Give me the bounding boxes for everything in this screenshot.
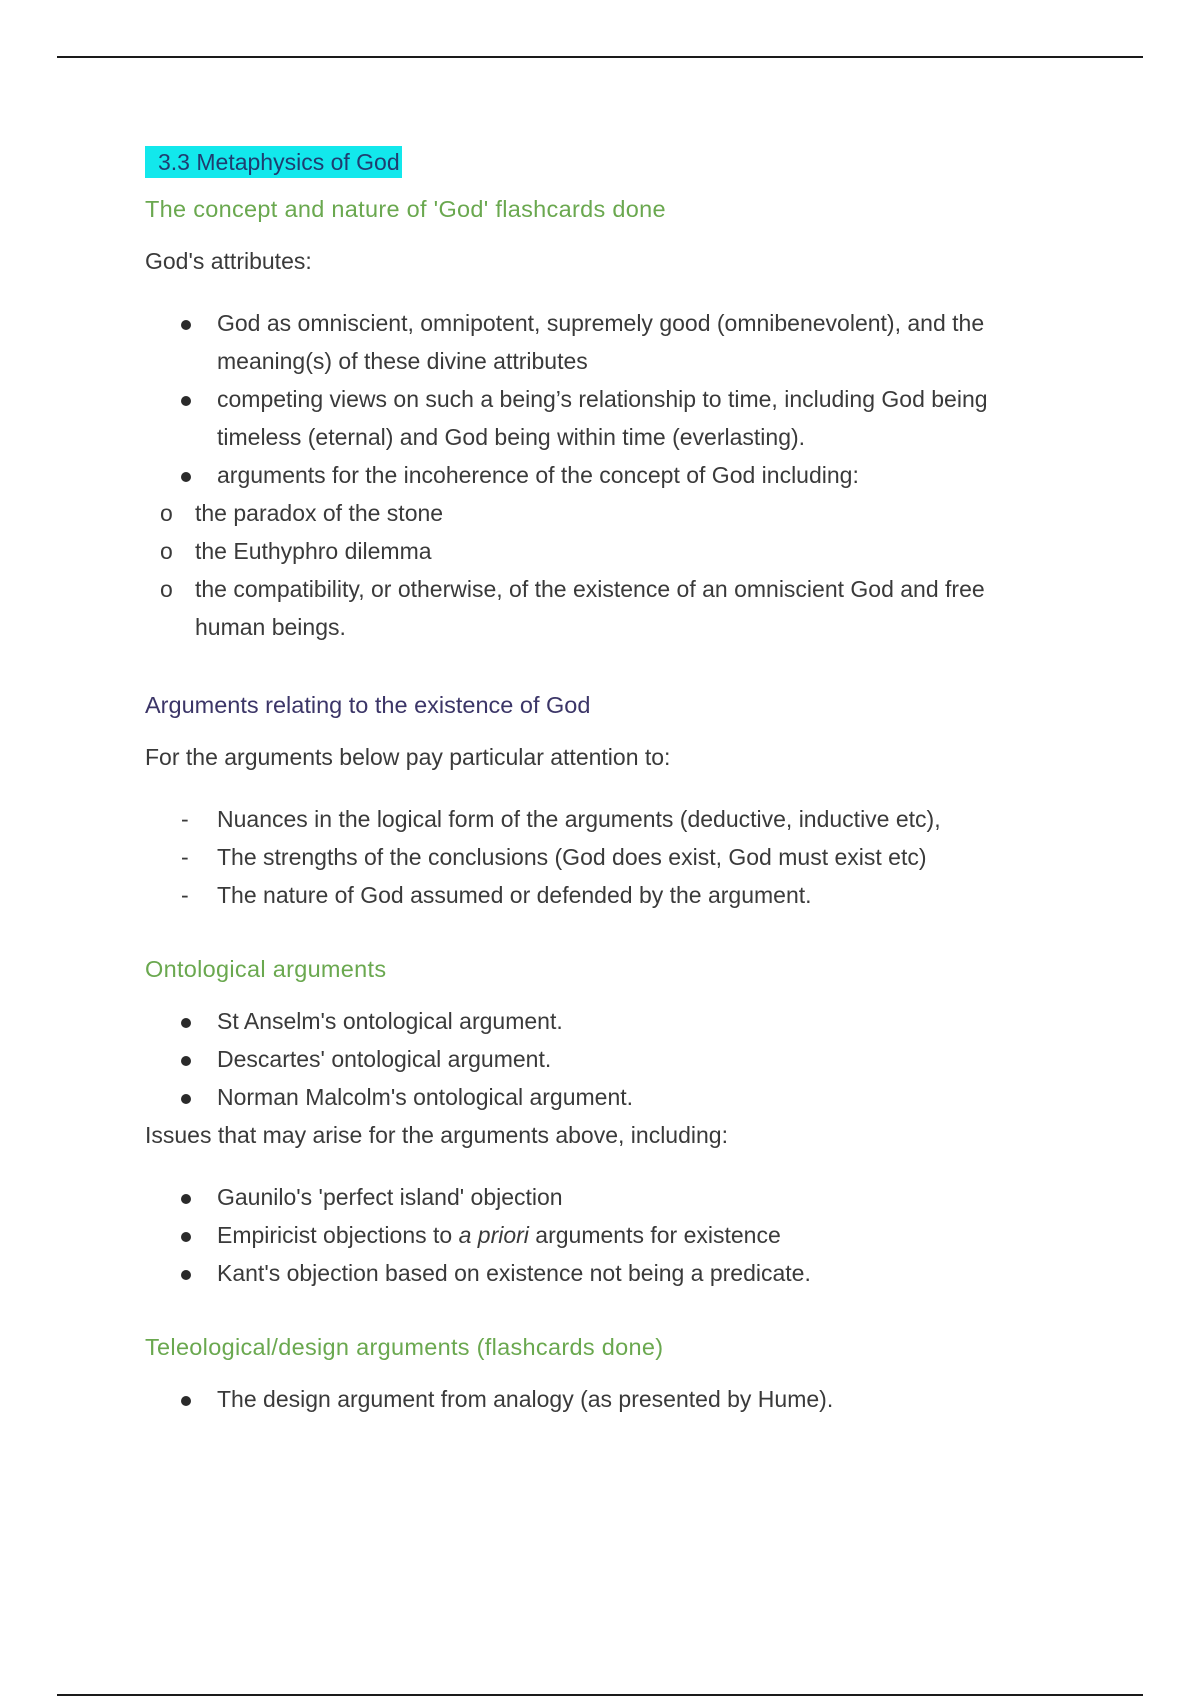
bullet-icon [181, 1094, 191, 1104]
list-item: meaning(s) of these divine attributes [217, 348, 588, 374]
sub-list-item: the Euthyphro dilemma [195, 538, 432, 564]
top-rule [57, 56, 1143, 58]
sub-list-item: the compatibility, or otherwise, of the existence of an omniscient God and free [195, 576, 985, 602]
a-priori-emphasis: a priori [458, 1222, 529, 1248]
list-item: Norman Malcolm's ontological argument. [217, 1084, 634, 1110]
concept-intro: God's attributes: [145, 248, 312, 274]
list-item: St Anselm's ontological argument. [217, 1008, 563, 1034]
existence-heading: Arguments relating to the existence of God [145, 692, 591, 718]
dash-marker: - [181, 844, 189, 870]
list-item: The nature of God assumed or defended by the argument. [217, 882, 812, 908]
issue-text-start: Empiricist objections to [217, 1222, 459, 1248]
sub-list-item: the paradox of the stone [195, 500, 444, 526]
dash-marker: - [181, 806, 189, 832]
list-item: Gaunilo's 'perfect island' objection [217, 1184, 563, 1210]
list-item [217, 1222, 781, 1249]
list-item: competing views on such a being’s relationship to time, including God being [217, 386, 988, 412]
bullet-icon [181, 1270, 191, 1280]
list-item: The strengths of the conclusions (God does exist, God must exist etc) [217, 844, 927, 870]
issues-intro: Issues that may arise for the arguments above, including: [145, 1122, 728, 1148]
sub-bullet-marker: o [160, 576, 173, 602]
dash-marker: - [181, 882, 189, 908]
section-tag: 3.3 Metaphysics of God [145, 146, 402, 178]
bullet-icon [181, 396, 191, 406]
sub-bullet-marker: o [160, 500, 173, 526]
ontological-heading: Ontological arguments [145, 956, 387, 982]
issue-text-end: arguments for existence [528, 1222, 781, 1248]
concept-heading: The concept and nature of 'God' flashcards done [145, 196, 666, 222]
bottom-rule [57, 1694, 1143, 1696]
bullet-icon [181, 472, 191, 482]
bullet-icon [181, 1396, 191, 1406]
list-item: arguments for the incoherence of the concept of God including: [217, 462, 859, 488]
bullet-icon [181, 1194, 191, 1204]
bullet-icon [181, 1018, 191, 1028]
list-item: timeless (eternal) and God being within time (everlasting). [217, 424, 806, 450]
list-item: God as omniscient, omnipotent, supremely good (omnibenevolent), and the [217, 310, 985, 336]
sub-list-item: human beings. [195, 614, 346, 640]
list-item: Kant's objection based on existence not being a predicate. [217, 1260, 811, 1286]
sub-bullet-marker: o [160, 538, 173, 564]
bullet-icon [181, 320, 191, 330]
bullet-icon [181, 1056, 191, 1066]
bullet-icon [181, 1232, 191, 1242]
list-item: The design argument from analogy (as presented by Hume). [217, 1386, 834, 1412]
existence-intro: For the arguments below pay particular attention to: [145, 744, 671, 770]
teleological-heading: Teleological/design arguments (flashcards done) [145, 1334, 664, 1360]
list-item: Nuances in the logical form of the arguments (deductive, inductive etc), [217, 806, 941, 832]
list-item: Descartes' ontological argument. [217, 1046, 552, 1072]
